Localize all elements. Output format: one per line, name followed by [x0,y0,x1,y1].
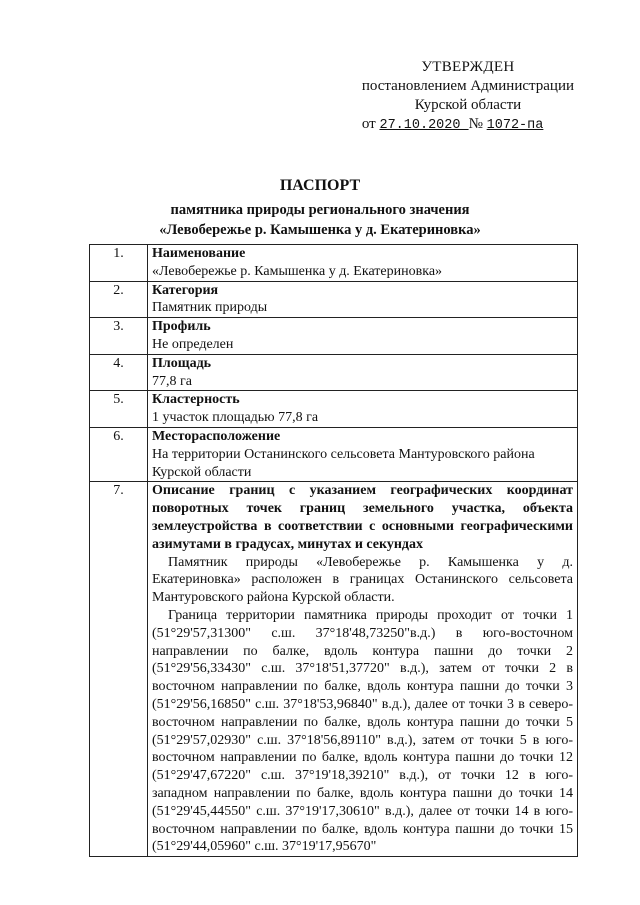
document-subtitle-2: «Левобережье р. Камышенка у д. Екатериновка» [159,222,481,238]
row-content [148,391,578,428]
table-row [90,391,578,428]
document-heading [0,176,640,240]
approval-line-1: постановлением Администрации [361,78,574,94]
number-prefix: № [468,116,483,132]
approval-date-line [362,115,574,135]
row-label: Месторасположение [152,428,281,444]
row-paragraph-2: Граница территории памятника природы проходит от точки 1 (51°29'57,31300" с.ш. 37°18'48,73250"в.д.) в юго-восточном направлении по балке, вдоль контура пашни до точки 2 (51°29'56,33430" с.ш. 37°18'51,37720" в.д.), затем от точки 2 в восточном направлении по балке, вдоль контура пашни до точки 3 (51°29'56,16850" с.ш. 37°18'53,96840" в.д.), далее от точки 3 в северо-восточном направлении по балке, вдоль контура пашни до точки 5 (51°29'57,02930" с.ш. 37°18'56,89110" в.д.), затем от точки 5 в юго-восточном направлении по балке, вдоль контура пашни до точки 12 (51°29'47,67220" с.ш. 37°19'18,39210" в.д.), от точки 12 в юго-западном направлении по балке, вдоль контура пашни до точки 14 (51°29'45,44550" с.ш. 37°19'17,30610" в.д.), далее от точки 14 в юго-восточном направлении по балке, вдоль контура пашни до точки 15 (51°29'44,05960" с.ш. 37°19'17,95670" [152,607,573,855]
row-number: 1. [90,245,148,282]
approval-title: УТВЕРЖДЕН [421,59,515,75]
date-prefix: от [361,116,376,132]
row-content [148,354,578,391]
row-value: 1 участок площадью 77,8 га [152,410,319,426]
row-number: 6. [90,427,148,481]
document-title: ПАСПОРТ [279,177,361,194]
table-row [90,427,578,481]
approval-date: 27.10.2020 [379,118,469,133]
table-row [90,245,578,282]
row-number: 4. [90,354,148,391]
row-value: 77,8 га [152,373,192,389]
row-value: На территории Останинского сельсовета Мантуровского района Курской области [152,446,535,480]
row-paragraph-1: Памятник природы «Левобережье р. Камышенка у д. Екатериновка» расположен в границах Останинского сельсовета Мантуровского района Курской области. [152,554,573,606]
approval-block [362,58,574,135]
approval-number: 1072-па [486,118,544,133]
row-label: Наименование [152,246,246,261]
row-value: Не определен [152,336,234,352]
row-value: «Левобережье р. Камышенка у д. Екатериновка» [152,263,443,279]
document-subtitle-1: памятника природы регионального значения [170,202,470,218]
row-content [148,245,578,282]
table-row [90,281,578,318]
table-row [90,318,578,355]
approval-line-2: Курской области [414,97,522,113]
row-content [148,482,578,857]
row-number: 7. [90,482,148,857]
row-number: 5. [90,391,148,428]
row-label: Площадь [152,355,212,371]
row-label: Кластерность [152,392,240,408]
row-label: Категория [152,282,219,298]
row-number: 3. [90,318,148,355]
row-value: Памятник природы [152,300,268,316]
table-row [90,482,578,857]
row-label: Описание границ с указанием географических координат поворотных точек границ земельного участка, объекта землеустройства в соответствии с основными географическими азимутами в градусах, минутах и секундах [152,483,573,552]
passport-table [89,244,578,857]
row-label: Профиль [152,319,211,335]
row-content [148,318,578,355]
row-number: 2. [90,281,148,318]
row-content [148,427,578,481]
row-content [148,281,578,318]
table-row [90,354,578,391]
